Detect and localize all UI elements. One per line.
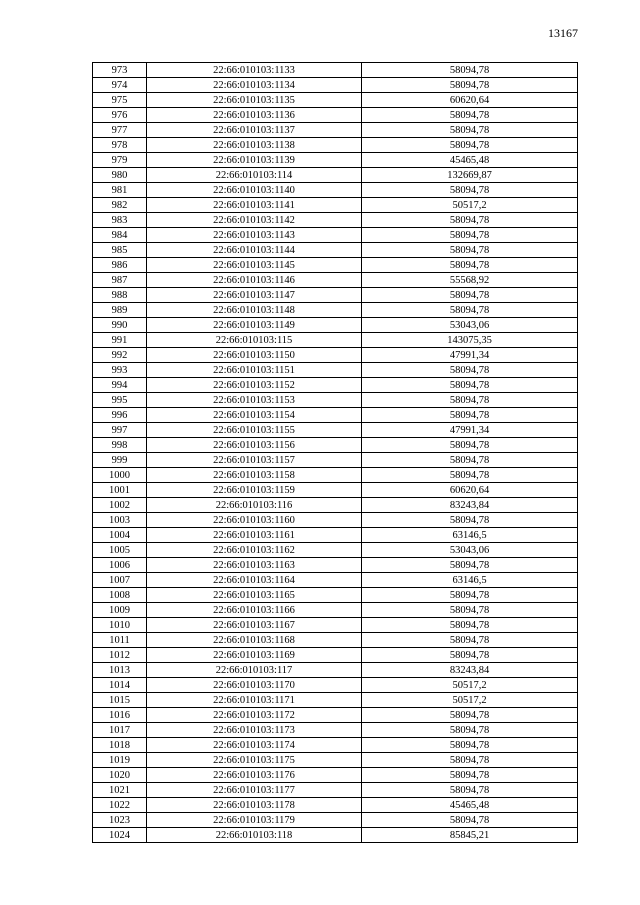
row-number-cell: 996 bbox=[93, 408, 147, 423]
cadastral-number-cell: 22:66:010103:116 bbox=[147, 498, 362, 513]
cadastral-number-cell: 22:66:010103:1175 bbox=[147, 753, 362, 768]
table-row bbox=[93, 633, 578, 648]
cadastral-number-cell: 22:66:010103:1176 bbox=[147, 768, 362, 783]
table-row bbox=[93, 168, 578, 183]
cadastral-value-cell: 50517,2 bbox=[362, 678, 578, 693]
row-number-cell: 1003 bbox=[93, 513, 147, 528]
row-number-cell: 995 bbox=[93, 393, 147, 408]
cadastral-value-cell: 83243,84 bbox=[362, 663, 578, 678]
table-row bbox=[93, 378, 578, 393]
cadastral-number-cell: 22:66:010103:1140 bbox=[147, 183, 362, 198]
cadastral-value-cell: 58094,78 bbox=[362, 243, 578, 258]
table-row bbox=[93, 93, 578, 108]
cadastral-number-cell: 22:66:010103:1133 bbox=[147, 63, 362, 78]
cadastral-value-cell: 58094,78 bbox=[362, 213, 578, 228]
cadastral-value-cell: 58094,78 bbox=[362, 288, 578, 303]
cadastral-value-cell: 58094,78 bbox=[362, 303, 578, 318]
table-row bbox=[93, 468, 578, 483]
cadastral-number-cell: 22:66:010103:1177 bbox=[147, 783, 362, 798]
cadastral-value-cell: 58094,78 bbox=[362, 753, 578, 768]
cadastral-value-cell: 47991,34 bbox=[362, 348, 578, 363]
cadastral-number-cell: 22:66:010103:1173 bbox=[147, 723, 362, 738]
cadastral-number-cell: 22:66:010103:1162 bbox=[147, 543, 362, 558]
cadastral-value-cell: 58094,78 bbox=[362, 363, 578, 378]
cadastral-number-cell: 22:66:010103:1147 bbox=[147, 288, 362, 303]
cadastral-number-cell: 22:66:010103:1170 bbox=[147, 678, 362, 693]
cadastral-value-cell: 58094,78 bbox=[362, 393, 578, 408]
cadastral-value-cell: 63146,5 bbox=[362, 528, 578, 543]
cadastral-number-cell: 22:66:010103:1154 bbox=[147, 408, 362, 423]
table-row bbox=[93, 768, 578, 783]
table-row bbox=[93, 753, 578, 768]
row-number-cell: 1002 bbox=[93, 498, 147, 513]
cadastral-number-cell: 22:66:010103:1169 bbox=[147, 648, 362, 663]
table-row bbox=[93, 603, 578, 618]
row-number-cell: 1017 bbox=[93, 723, 147, 738]
row-number-cell: 983 bbox=[93, 213, 147, 228]
row-number-cell: 1020 bbox=[93, 768, 147, 783]
table-row bbox=[93, 198, 578, 213]
cadastral-number-cell: 22:66:010103:1150 bbox=[147, 348, 362, 363]
cadastral-number-cell: 22:66:010103:1143 bbox=[147, 228, 362, 243]
cadastral-number-cell: 22:66:010103:1179 bbox=[147, 813, 362, 828]
table-row bbox=[93, 663, 578, 678]
table-row bbox=[93, 618, 578, 633]
cadastral-number-cell: 22:66:010103:1171 bbox=[147, 693, 362, 708]
row-number-cell: 997 bbox=[93, 423, 147, 438]
row-number-cell: 976 bbox=[93, 108, 147, 123]
cadastral-value-cell: 58094,78 bbox=[362, 453, 578, 468]
table-row bbox=[93, 543, 578, 558]
cadastral-value-cell: 58094,78 bbox=[362, 588, 578, 603]
row-number-cell: 982 bbox=[93, 198, 147, 213]
table-row bbox=[93, 813, 578, 828]
cadastral-number-cell: 22:66:010103:1168 bbox=[147, 633, 362, 648]
cadastral-number-cell: 22:66:010103:1160 bbox=[147, 513, 362, 528]
cadastral-value-cell: 53043,06 bbox=[362, 318, 578, 333]
cadastral-number-cell: 22:66:010103:115 bbox=[147, 333, 362, 348]
cadastral-value-cell: 58094,78 bbox=[362, 138, 578, 153]
table-row bbox=[93, 723, 578, 738]
table-row bbox=[93, 738, 578, 753]
table-body bbox=[93, 63, 578, 843]
cadastral-number-cell: 22:66:010103:1145 bbox=[147, 258, 362, 273]
table-row bbox=[93, 333, 578, 348]
table-row bbox=[93, 303, 578, 318]
row-number-cell: 1004 bbox=[93, 528, 147, 543]
table-row bbox=[93, 123, 578, 138]
row-number-cell: 1023 bbox=[93, 813, 147, 828]
cadastral-value-cell: 58094,78 bbox=[362, 813, 578, 828]
table-row bbox=[93, 243, 578, 258]
cadastral-number-cell: 22:66:010103:117 bbox=[147, 663, 362, 678]
cadastral-number-cell: 22:66:010103:1167 bbox=[147, 618, 362, 633]
row-number-cell: 990 bbox=[93, 318, 147, 333]
row-number-cell: 1005 bbox=[93, 543, 147, 558]
cadastral-number-cell: 22:66:010103:1141 bbox=[147, 198, 362, 213]
table-row bbox=[93, 528, 578, 543]
cadastral-value-cell: 50517,2 bbox=[362, 198, 578, 213]
row-number-cell: 987 bbox=[93, 273, 147, 288]
row-number-cell: 978 bbox=[93, 138, 147, 153]
row-number-cell: 1018 bbox=[93, 738, 147, 753]
cadastral-number-cell: 22:66:010103:1163 bbox=[147, 558, 362, 573]
cadastral-value-cell: 58094,78 bbox=[362, 768, 578, 783]
row-number-cell: 998 bbox=[93, 438, 147, 453]
row-number-cell: 1022 bbox=[93, 798, 147, 813]
cadastral-value-cell: 58094,78 bbox=[362, 123, 578, 138]
table-row bbox=[93, 318, 578, 333]
cadastral-value-cell: 58094,78 bbox=[362, 633, 578, 648]
table-row bbox=[93, 138, 578, 153]
cadastral-value-cell: 58094,78 bbox=[362, 723, 578, 738]
row-number-cell: 991 bbox=[93, 333, 147, 348]
cadastral-value-cell: 58094,78 bbox=[362, 378, 578, 393]
cadastral-number-cell: 22:66:010103:114 bbox=[147, 168, 362, 183]
row-number-cell: 974 bbox=[93, 78, 147, 93]
cadastral-value-cell: 85845,21 bbox=[362, 828, 578, 843]
cadastral-value-cell: 58094,78 bbox=[362, 738, 578, 753]
cadastral-value-cell: 58094,78 bbox=[362, 438, 578, 453]
row-number-cell: 1019 bbox=[93, 753, 147, 768]
cadastral-value-table bbox=[92, 62, 578, 843]
row-number-cell: 1010 bbox=[93, 618, 147, 633]
row-number-cell: 986 bbox=[93, 258, 147, 273]
cadastral-value-cell: 132669,87 bbox=[362, 168, 578, 183]
table-row bbox=[93, 588, 578, 603]
cadastral-value-cell: 60620,64 bbox=[362, 93, 578, 108]
table-row bbox=[93, 513, 578, 528]
cadastral-value-cell: 143075,35 bbox=[362, 333, 578, 348]
row-number-cell: 985 bbox=[93, 243, 147, 258]
row-number-cell: 1001 bbox=[93, 483, 147, 498]
row-number-cell: 981 bbox=[93, 183, 147, 198]
cadastral-value-cell: 50517,2 bbox=[362, 693, 578, 708]
row-number-cell: 994 bbox=[93, 378, 147, 393]
cadastral-number-cell: 22:66:010103:1164 bbox=[147, 573, 362, 588]
table-row bbox=[93, 153, 578, 168]
table-row bbox=[93, 78, 578, 93]
cadastral-value-cell: 58094,78 bbox=[362, 108, 578, 123]
cadastral-value-cell: 53043,06 bbox=[362, 543, 578, 558]
cadastral-number-cell: 22:66:010103:1178 bbox=[147, 798, 362, 813]
cadastral-number-cell: 22:66:010103:1149 bbox=[147, 318, 362, 333]
table-row bbox=[93, 108, 578, 123]
cadastral-number-cell: 22:66:010103:1146 bbox=[147, 273, 362, 288]
table-row bbox=[93, 678, 578, 693]
cadastral-number-cell: 22:66:010103:1135 bbox=[147, 93, 362, 108]
row-number-cell: 1016 bbox=[93, 708, 147, 723]
table-row bbox=[93, 273, 578, 288]
table-row bbox=[93, 348, 578, 363]
cadastral-number-cell: 22:66:010103:1166 bbox=[147, 603, 362, 618]
cadastral-number-cell: 22:66:010103:1144 bbox=[147, 243, 362, 258]
cadastral-number-cell: 22:66:010103:1151 bbox=[147, 363, 362, 378]
cadastral-number-cell: 22:66:010103:1134 bbox=[147, 78, 362, 93]
table-row bbox=[93, 693, 578, 708]
cadastral-number-cell: 22:66:010103:1137 bbox=[147, 123, 362, 138]
table-row bbox=[93, 363, 578, 378]
table-row bbox=[93, 63, 578, 78]
table-row bbox=[93, 498, 578, 513]
cadastral-value-cell: 58094,78 bbox=[362, 408, 578, 423]
table-row bbox=[93, 288, 578, 303]
row-number-cell: 1015 bbox=[93, 693, 147, 708]
cadastral-number-cell: 22:66:010103:1172 bbox=[147, 708, 362, 723]
row-number-cell: 1013 bbox=[93, 663, 147, 678]
row-number-cell: 988 bbox=[93, 288, 147, 303]
cadastral-number-cell: 22:66:010103:1159 bbox=[147, 483, 362, 498]
cadastral-value-cell: 58094,78 bbox=[362, 618, 578, 633]
table-row bbox=[93, 258, 578, 273]
row-number-cell: 1007 bbox=[93, 573, 147, 588]
table-row bbox=[93, 558, 578, 573]
cadastral-number-cell: 22:66:010103:1158 bbox=[147, 468, 362, 483]
cadastral-number-cell: 22:66:010103:1165 bbox=[147, 588, 362, 603]
cadastral-number-cell: 22:66:010103:1138 bbox=[147, 138, 362, 153]
row-number-cell: 999 bbox=[93, 453, 147, 468]
table-row bbox=[93, 408, 578, 423]
page-number: 13167 bbox=[548, 26, 578, 40]
row-number-cell: 1014 bbox=[93, 678, 147, 693]
cadastral-value-cell: 58094,78 bbox=[362, 468, 578, 483]
row-number-cell: 979 bbox=[93, 153, 147, 168]
cadastral-value-cell: 58094,78 bbox=[362, 708, 578, 723]
cadastral-value-cell: 58094,78 bbox=[362, 78, 578, 93]
row-number-cell: 1008 bbox=[93, 588, 147, 603]
cadastral-value-cell: 58094,78 bbox=[362, 558, 578, 573]
row-number-cell: 1024 bbox=[93, 828, 147, 843]
row-number-cell: 1009 bbox=[93, 603, 147, 618]
cadastral-value-cell: 47991,34 bbox=[362, 423, 578, 438]
cadastral-value-cell: 58094,78 bbox=[362, 63, 578, 78]
row-number-cell: 1000 bbox=[93, 468, 147, 483]
row-number-cell: 977 bbox=[93, 123, 147, 138]
table-row bbox=[93, 573, 578, 588]
table-row bbox=[93, 648, 578, 663]
row-number-cell: 984 bbox=[93, 228, 147, 243]
cadastral-number-cell: 22:66:010103:118 bbox=[147, 828, 362, 843]
cadastral-number-cell: 22:66:010103:1157 bbox=[147, 453, 362, 468]
row-number-cell: 980 bbox=[93, 168, 147, 183]
cadastral-value-cell: 58094,78 bbox=[362, 783, 578, 798]
cadastral-number-cell: 22:66:010103:1136 bbox=[147, 108, 362, 123]
cadastral-value-cell: 60620,64 bbox=[362, 483, 578, 498]
row-number-cell: 973 bbox=[93, 63, 147, 78]
cadastral-number-cell: 22:66:010103:1139 bbox=[147, 153, 362, 168]
cadastral-value-cell: 58094,78 bbox=[362, 258, 578, 273]
cadastral-value-cell: 58094,78 bbox=[362, 228, 578, 243]
cadastral-value-cell: 55568,92 bbox=[362, 273, 578, 288]
row-number-cell: 1006 bbox=[93, 558, 147, 573]
cadastral-number-cell: 22:66:010103:1153 bbox=[147, 393, 362, 408]
row-number-cell: 1012 bbox=[93, 648, 147, 663]
cadastral-value-cell: 58094,78 bbox=[362, 648, 578, 663]
cadastral-value-cell: 83243,84 bbox=[362, 498, 578, 513]
cadastral-value-cell: 58094,78 bbox=[362, 183, 578, 198]
cadastral-value-cell: 63146,5 bbox=[362, 573, 578, 588]
table-row bbox=[93, 708, 578, 723]
table-row bbox=[93, 828, 578, 843]
table-row bbox=[93, 213, 578, 228]
cadastral-number-cell: 22:66:010103:1156 bbox=[147, 438, 362, 453]
row-number-cell: 1021 bbox=[93, 783, 147, 798]
cadastral-value-cell: 45465,48 bbox=[362, 798, 578, 813]
row-number-cell: 989 bbox=[93, 303, 147, 318]
table-row bbox=[93, 228, 578, 243]
table-row bbox=[93, 438, 578, 453]
table-row bbox=[93, 393, 578, 408]
table-row bbox=[93, 453, 578, 468]
row-number-cell: 992 bbox=[93, 348, 147, 363]
table-row bbox=[93, 483, 578, 498]
table-row bbox=[93, 183, 578, 198]
cadastral-number-cell: 22:66:010103:1155 bbox=[147, 423, 362, 438]
row-number-cell: 1011 bbox=[93, 633, 147, 648]
cadastral-number-cell: 22:66:010103:1152 bbox=[147, 378, 362, 393]
cadastral-value-cell: 58094,78 bbox=[362, 603, 578, 618]
row-number-cell: 993 bbox=[93, 363, 147, 378]
cadastral-number-cell: 22:66:010103:1174 bbox=[147, 738, 362, 753]
row-number-cell: 975 bbox=[93, 93, 147, 108]
table-row bbox=[93, 423, 578, 438]
cadastral-number-cell: 22:66:010103:1142 bbox=[147, 213, 362, 228]
cadastral-number-cell: 22:66:010103:1148 bbox=[147, 303, 362, 318]
cadastral-value-cell: 58094,78 bbox=[362, 513, 578, 528]
cadastral-value-cell: 45465,48 bbox=[362, 153, 578, 168]
table-row bbox=[93, 783, 578, 798]
table-row bbox=[93, 798, 578, 813]
cadastral-number-cell: 22:66:010103:1161 bbox=[147, 528, 362, 543]
